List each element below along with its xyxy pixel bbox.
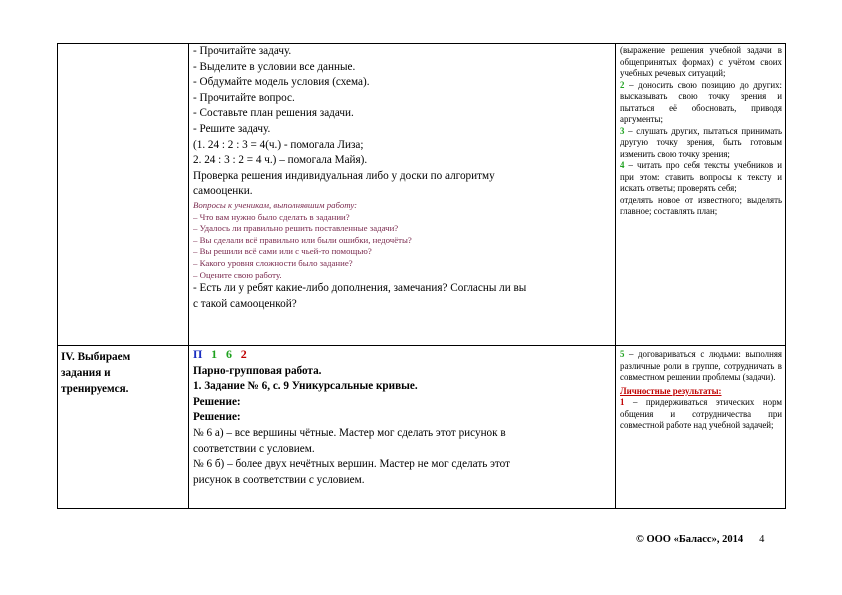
closing-line: с такой самооценкой? (193, 297, 297, 310)
check-line: Проверка решения индивидуальная либо у доски по алгоритму (193, 169, 495, 182)
row1-stage-content (193, 44, 613, 344)
result-number: 5 (620, 349, 625, 359)
instruction-line: - Прочитайте задачу. (193, 45, 292, 57)
questions-title: Вопросы к ученикам, выполнявшим работу: (193, 199, 358, 210)
solution-label: Решение: (193, 411, 241, 424)
instruction-line: - Составьте план решения задачи. (193, 107, 354, 120)
result-item: 4 – читать про себя тексты учебников и при этом: ставить вопросы к тексту и искать ответы; проверять себя; (620, 160, 782, 193)
result-item: 1 – придерживаться этических норм общения и сотрудничества при совместной работе над учебной задачей; (620, 397, 782, 430)
question-item: – Какого уровня сложности было задание? (193, 257, 353, 268)
answer-line: № 6 б) – более двух нечётных вершин. Мастер не мог сделать этот (193, 458, 510, 471)
row2-results (620, 349, 782, 505)
question-item: – Что вам нужно было сделать в задании? (193, 211, 350, 222)
instruction-line: - Прочитайте вопрос. (193, 91, 295, 104)
closing-line: - Есть ли у ребят какие-либо дополнения, замечания? Согласны ли вы (193, 282, 527, 295)
marker-p: П (193, 347, 203, 361)
marker-1: 1 (211, 347, 218, 361)
table-border-bottom (57, 508, 786, 509)
personal-results-heading: Личностные результаты: (620, 385, 722, 396)
table-border-left (57, 43, 58, 509)
row2-stage-content (193, 347, 613, 507)
task-title: 1. Задание № 6, с. 9 Уникурсальные кривые. (193, 380, 418, 393)
question-item: – Вы решили всё сами или с чьей-то помощью? (193, 246, 372, 257)
answer-line: № 6 а) – все вершины чётные. Мастер мог сделать этот рисунок в (193, 426, 506, 439)
row1-results (620, 45, 782, 343)
page-footer (636, 534, 764, 545)
marker-6: 6 (225, 347, 232, 361)
question-item: – Удалось ли правильно решить поставленные задачи? (193, 223, 399, 234)
marker-2: 2 (240, 347, 247, 361)
result-number: 4 (620, 160, 625, 170)
question-item: – Оцените свою работу. (193, 269, 282, 280)
result-text: (выражение решения учебной задачи в общепринятых формах) с учётом своих учебных речевых ситуаций; (620, 45, 782, 78)
check-line: самооценки. (193, 185, 253, 198)
instruction-line: - Решите задачу. (193, 122, 271, 135)
column-divider-1 (188, 43, 189, 509)
result-item: 2 – доносить свою позицию до других: высказывать свою точку зрения и пытаться её обосновать, приводя аргументы; (620, 79, 782, 124)
result-item: 5 – договариваться с людьми: выполняя различные роли в группе, сотрудничать в совместном решении проблемы (задачи). (620, 349, 782, 382)
question-item: – Вы сделали всё правильно или были ошибки, недочёты? (193, 234, 412, 245)
answer-line: соответствии с условием. (193, 442, 315, 455)
result-number: 1 (620, 397, 625, 407)
solution-label: Решение: (193, 395, 241, 408)
table-border-right (785, 43, 786, 509)
work-title: Парно-групповая работа. (193, 364, 322, 377)
solution-line: (1. 24 : 2 : 3 = 4(ч.) - помогала Лиза; (193, 138, 364, 151)
stage-title: IV. Выбираем задания и тренируемся. (61, 351, 131, 395)
solution-line: 2. 24 : 3 : 2 = 4 ч.) – помогала Майя). (193, 154, 368, 167)
result-text: отделять новое от известного; выделять главное; составлять план; (620, 194, 782, 216)
instruction-line: - Обдумайте модель условия (схема). (193, 76, 370, 89)
result-item: 3 – слушать других, пытаться принимать другую точку зрения, быть готовым изменить свою точку зрения; (620, 125, 782, 159)
copyright: © ООО «Баласс», 2014 (636, 534, 744, 545)
result-markers (193, 347, 613, 364)
page-number: 4 (759, 534, 765, 545)
result-number: 2 (620, 79, 625, 90)
row-divider (57, 345, 786, 346)
answer-line: рисунок в соответствии с условием. (193, 473, 365, 486)
column-divider-2 (615, 43, 616, 509)
instruction-line: - Выделите в условии все данные. (193, 60, 356, 73)
result-number: 3 (620, 125, 625, 136)
